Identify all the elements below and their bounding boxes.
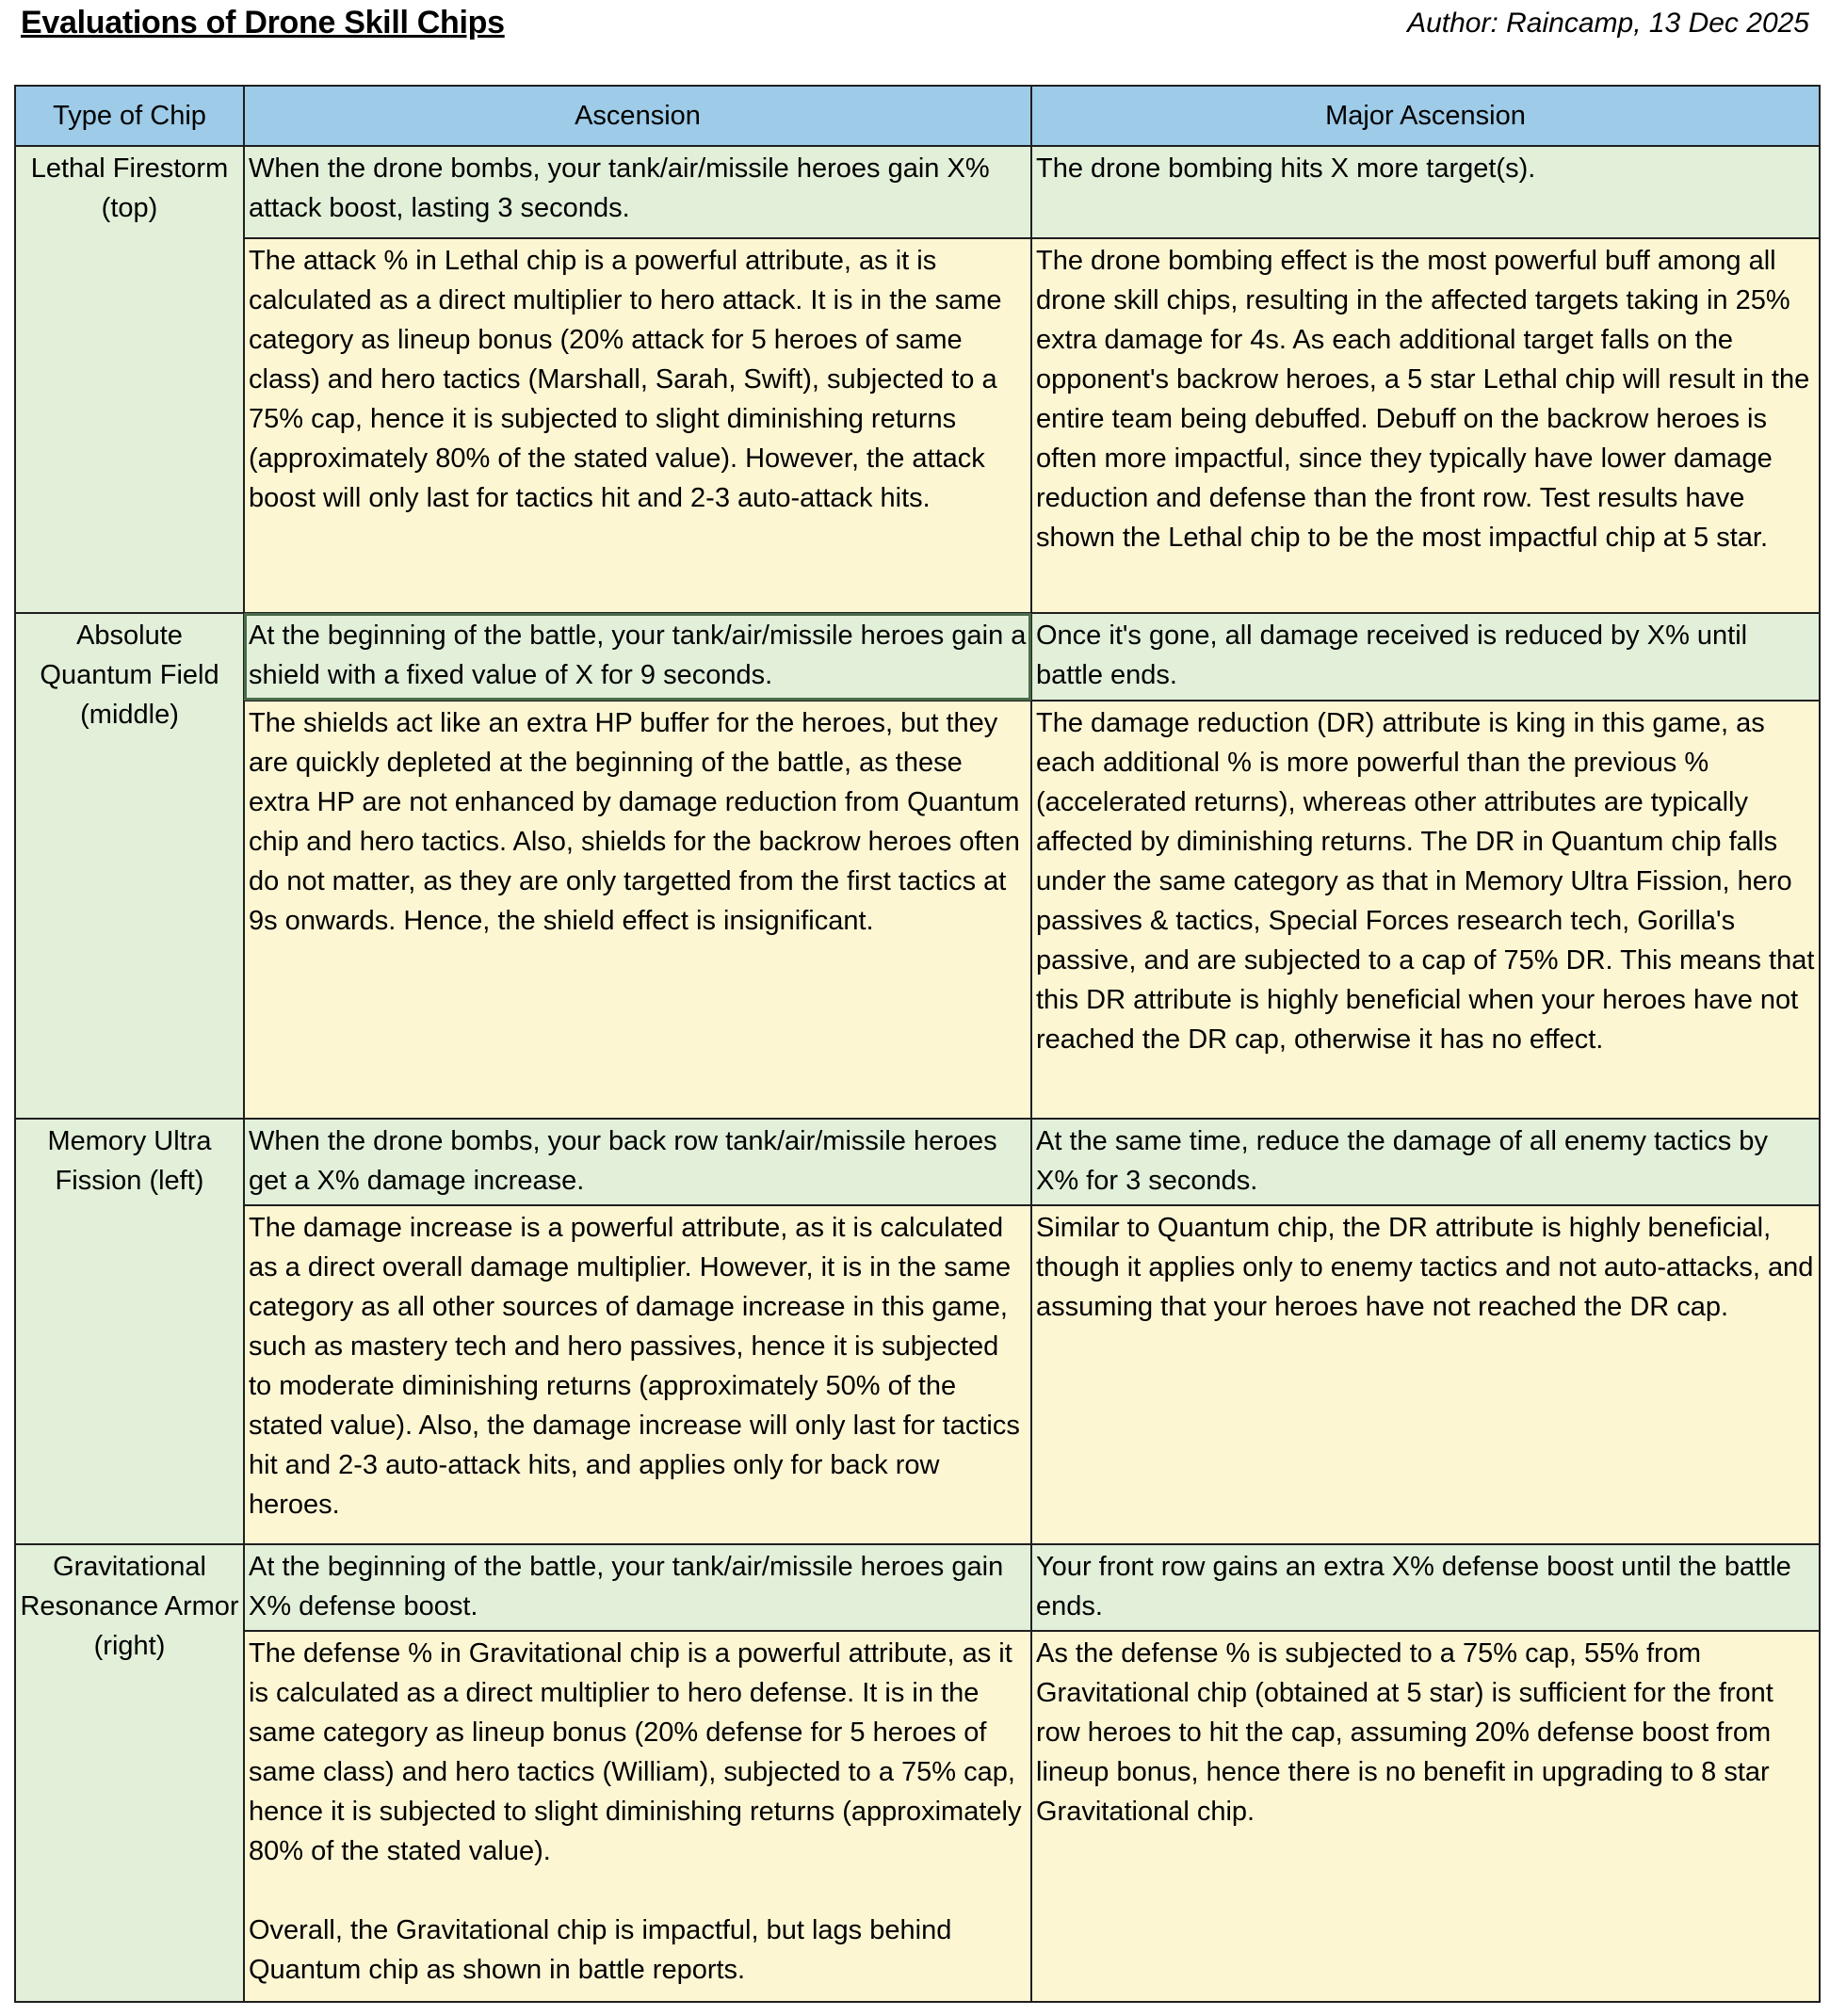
ascension-eval-gravitational-summary: Overall, the Gravitational chip is impactful, but lags behind Quantum chip as shown in battle reports. [249, 1915, 952, 1985]
ascension-eval-lethal: The attack % in Lethal chip is a powerful attribute, as it is calculated as a direct multiplier to hero attack. It is in the same category as lineup bonus (20% attack for 5 heroes of same class) and hero tactics (Marshall, Sarah, Swift), subjected to a 75% cap, hence it is subjected to slight diminishing returns (approximately 80% of the stated value). However, the attack boost will only last for tactics hit and 2-3 auto-attack hits. [244, 238, 1031, 613]
chip-row-quantum-eval [15, 701, 1820, 1119]
major-desc-gravitational: Your front row gains an extra X% defense boost until the battle ends. [1031, 1544, 1820, 1631]
ascension-desc-quantum[interactable]: At the beginning of the battle, your tank/air/missile heroes gain a shield with a fixed value of X for 9 seconds. [244, 613, 1031, 701]
major-eval-gravitational: As the defense % is subjected to a 75% cap, 55% from Gravitational chip (obtained at 5 star) is sufficient for the front row heroes to hit the cap, assuming 20% defense boost from lineup bonus, hence there is no benefit in upgrading to 8 star Gravitational chip. [1031, 1631, 1820, 2002]
ascension-desc-memory: When the drone bombs, your back row tank/air/missile heroes get a X% damage increase. [244, 1119, 1031, 1205]
chip-row-memory-desc [15, 1119, 1820, 1205]
major-desc-quantum: Once it's gone, all damage received is reduced by X% until battle ends. [1031, 613, 1820, 701]
chip-type-quantum: Absolute Quantum Field (middle) [15, 613, 244, 1119]
header-ascension: Ascension [244, 86, 1031, 146]
document-author: Author: Raincamp, 13 Dec 2025 [1407, 8, 1809, 39]
major-desc-memory: At the same time, reduce the damage of all enemy tactics by X% for 3 seconds. [1031, 1119, 1820, 1205]
chip-row-gravitational-desc [15, 1544, 1820, 1631]
chip-row-quantum-desc [15, 613, 1820, 701]
paragraph-spacer [249, 1871, 1027, 1911]
major-eval-quantum: The damage reduction (DR) attribute is king in this game, as each additional % is more powerful than the previous % (accelerated returns), whereas other attributes are typically affected by diminishing returns. The DR in Quantum chip falls under the same category as that in Memory Ultra Fission, hero passives & tactics, Special Forces research tech, Gorilla's passive, and are subjected to a cap of 75% DR. This means that this DR attribute is highly beneficial when your heroes have not reached the DR cap, otherwise it has no effect. [1031, 701, 1820, 1119]
chip-row-lethal-desc [15, 146, 1820, 238]
ascension-desc-lethal: When the drone bombs, your tank/air/missile heroes gain X% attack boost, lasting 3 seconds. [244, 146, 1031, 238]
major-desc-lethal: The drone bombing hits X more target(s). [1031, 146, 1820, 238]
major-eval-memory: Similar to Quantum chip, the DR attribute is highly beneficial, though it applies only to enemy tactics and not auto-attacks, and assuming that your heroes have not reached the DR cap. [1031, 1205, 1820, 1544]
chip-row-gravitational-eval [15, 1631, 1820, 2002]
chip-evaluation-table [14, 85, 1821, 2003]
ascension-eval-memory: The damage increase is a powerful attribute, as it is calculated as a direct overall damage multiplier. However, it is in the same category as all other sources of damage increase in this game, such as mastery tech and hero passives, hence it is subjected to moderate diminishing returns (approximately 50% of the stated value). Also, the damage increase will only last for tactics hit and 2-3 auto-attack hits, and applies only for back row heroes. [244, 1205, 1031, 1544]
header-major-ascension: Major Ascension [1031, 86, 1820, 146]
ascension-eval-gravitational: The defense % in Gravitational chip is a powerful attribute, as it is calculated as a direct multiplier to hero defense. It is in the same category as lineup bonus (20% defense for 5 heroes of same class) and hero tactics (William), subjected to a 75% cap, hence it is subjected to slight diminishing returns (approximately 80% of the stated value). [249, 1638, 1022, 1866]
major-eval-lethal: The drone bombing effect is the most powerful buff among all drone skill chips, resulting in the affected targets taking in 25% extra damage for 4s. As each additional target falls on the opponent's backrow heroes, a 5 star Lethal chip will result in the entire team being debuffed. Debuff on the backrow heroes is often more impactful, since they typically have lower damage reduction and defense than the front row. Test results have shown the Lethal chip to be the most impactful chip at 5 star. [1031, 238, 1820, 613]
chip-type-gravitational: Gravitational Resonance Armor (right) [15, 1544, 244, 2002]
chip-row-memory-eval [15, 1205, 1820, 1544]
header-row [15, 86, 1820, 146]
header-type-of-chip: Type of Chip [15, 86, 244, 146]
ascension-eval-quantum: The shields act like an extra HP buffer for the heroes, but they are quickly depleted at the beginning of the battle, as these extra HP are not enhanced by damage reduction from Quantum chip and hero tactics. Also, shields for the backrow heroes often do not matter, as they are only targetted from the first tactics at 9s onwards. Hence, the shield effect is insignificant. [244, 701, 1031, 1119]
ascension-desc-gravitational: At the beginning of the battle, your tank/air/missile heroes gain X% defense boost. [244, 1544, 1031, 1631]
ascension-eval-gravitational-cell [244, 1631, 1031, 2002]
chip-row-lethal-eval [15, 238, 1820, 613]
chip-type-lethal: Lethal Firestorm (top) [15, 146, 244, 613]
chip-type-memory: Memory Ultra Fission (left) [15, 1119, 244, 1544]
document-title: Evaluations of Drone Skill Chips [21, 5, 505, 40]
